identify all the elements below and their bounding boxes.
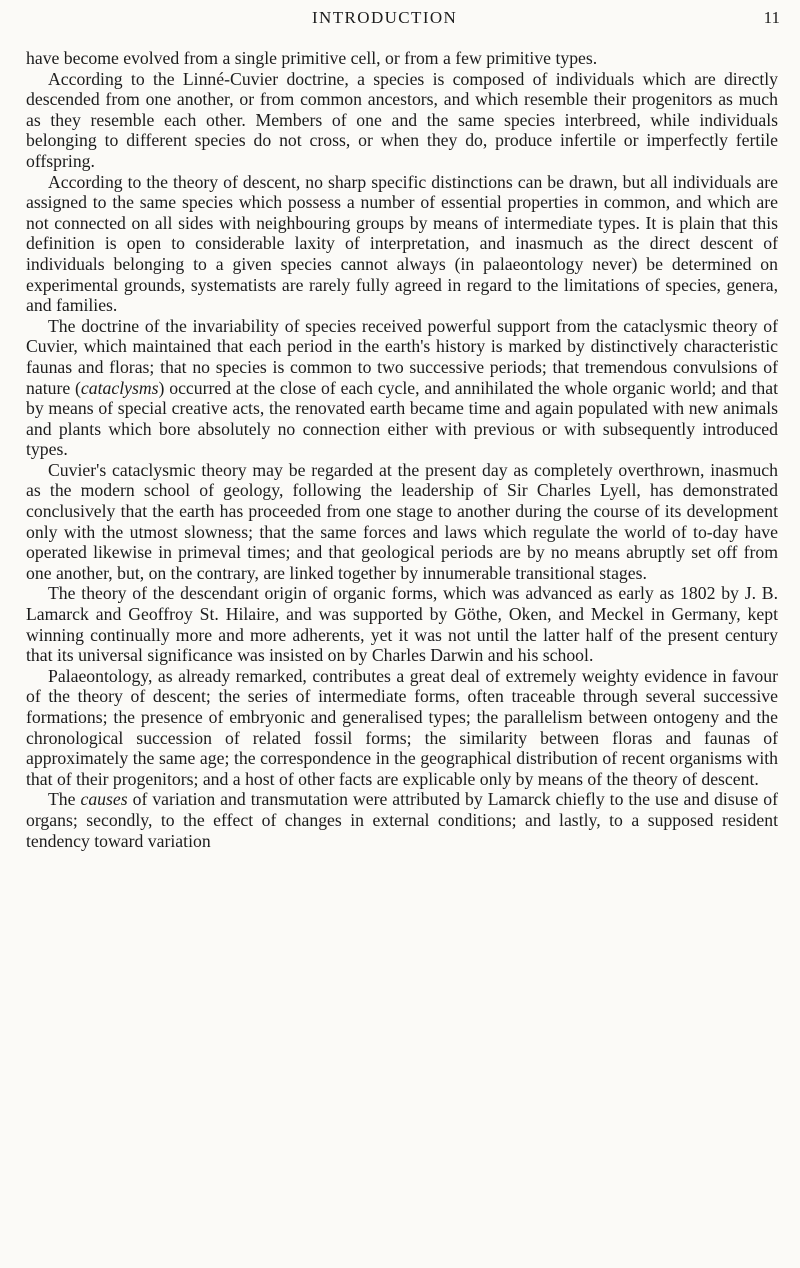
paragraph xyxy=(26,172,778,316)
text-run: The doctrine of the invariability of species received powerful support from the cataclysmic theory of Cuvier, which maintained that each period in the earth's history is marked by distinctively characteristic faunas and floras; that no species is common to two successive periods; that tremendous convulsions of nature ( xyxy=(26,315,778,398)
paragraph xyxy=(26,460,778,584)
paragraph xyxy=(26,316,778,460)
page-number: 11 xyxy=(763,8,780,27)
running-title: INTRODUCTION xyxy=(312,8,458,27)
italic-term: cataclysms xyxy=(80,377,159,398)
text-run: According to the Linné-Cuvier doctrine, a species is composed of individuals which are directly descended from one another, or from common ancestors, and which resemble their progenitors as much as they resemble each other. Members of one and the same species interbreed, while individuals belonging to different species do not cross, or when they do, produce infertile or imperfectly fertile offspring. xyxy=(26,68,778,171)
text-run: Palaeontology, as already remarked, contributes a great deal of extremely weighty evidence in favour of the theory of descent; the series of intermediate forms, often traceable through several successive formations; the presence of embryonic and generalised types; the parallelism between ontogeny and the chronological succession of related fossil forms; the similarity between floras and faunas of approximately the same age; the correspondence in the geographical distribution of recent organisms with that of their progenitors; and a host of other facts are explicable only by means of the theory of descent. xyxy=(26,665,778,789)
text-run: of variation and transmutation were attributed by Lamarck chiefly to the use and disuse of organs; secondly, to the effect of changes in external conditions; and lastly, to a supposed resident tendency toward variation xyxy=(26,789,778,851)
paragraph xyxy=(26,48,778,69)
paragraph xyxy=(26,789,778,851)
text-run: According to the theory of descent, no sharp specific distinctions can be drawn, but all individuals are assigned to the same species which possess a number of essential properties in common, and which are not connected on all sides with neighbouring groups by means of intermediate types. It is plain that this definition is open to considerable laxity of interpretation, and inasmuch as the direct descent of individuals belonging to a given species cannot always (in palaeontology never) be determined on experimental grounds, systematists are rarely fully agreed in regard to the limitations of species, genera, and families. xyxy=(26,171,778,316)
italic-term: causes xyxy=(80,789,128,810)
body-text xyxy=(26,48,778,851)
paragraph xyxy=(26,583,778,665)
text-run: have become evolved from a single primitive cell, or from a few primitive types. xyxy=(26,48,598,68)
paragraph xyxy=(26,666,778,790)
text-run: The theory of the descendant origin of organic forms, which was advanced as early as 1802 by J. B. Lamarck and Geoffroy St. Hilaire, and was supported by Göthe, Oken, and Meckel in Germany, kept winning continually more and more adherents, yet it was not until the latter half of the present century that its universal significance was insisted on by Charles Darwin and his school. xyxy=(26,583,778,666)
text-run: Cuvier's cataclysmic theory may be regarded at the present day as completely overthrown, inasmuch as the modern school of geology, following the leadership of Sir Charles Lyell, has demonstrated conclusively that the earth has proceeded from one stage to another during the course of its development only with the utmost slowness; that the same forces and laws which regulate the world of to-day have operated likewise in primeval times; and that geological periods are by no means abruptly set off from one another, but, on the contrary, are linked together by innumerable transitional stages. xyxy=(26,459,778,583)
running-head xyxy=(0,6,800,32)
paragraph xyxy=(26,69,778,172)
text-run: The xyxy=(48,789,81,810)
text-run: ) occurred at the close of each cycle, and annihilated the whole organic world; and that by means of special creative acts, the renovated earth became time and again populated with new animals and plants which bore absolutely no connection either with previous or with subsequently introduced types. xyxy=(26,377,778,460)
